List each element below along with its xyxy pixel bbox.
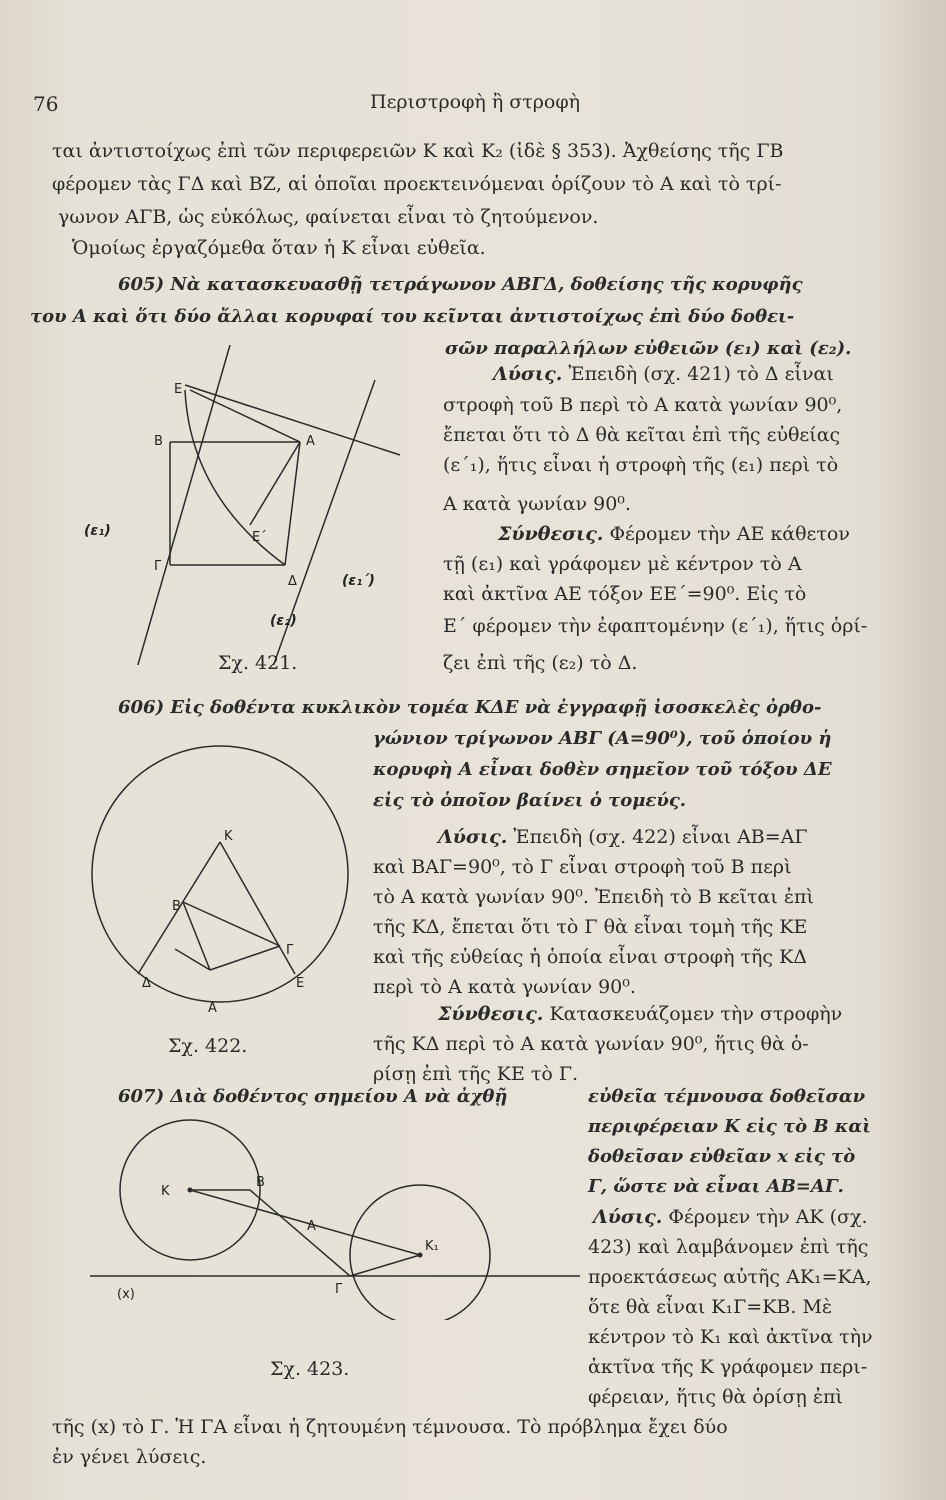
solution-line: Ἐπειδὴ (σχ. 422) εἶναι ΑΒ=ΑΓ <box>513 826 808 848</box>
problem-605-heading: σῶν παραλλήλων εὐθειῶν (ε₁) καὶ (ε₂). <box>445 338 852 359</box>
figure-422 <box>90 742 370 1032</box>
figure-423 <box>85 1110 585 1320</box>
label-K: Κ <box>224 829 233 844</box>
label-E: Ε <box>296 976 305 991</box>
solution-label: Λύσις. <box>493 363 563 385</box>
problem-606-heading: 606) Εἰς δοθέντα κυκλικὸν τομέα ΚΔΕ νὰ ἐγγραφῇ ἰσοσκελὲς ὀρθο- <box>118 697 822 718</box>
label-B: Β <box>154 434 163 449</box>
label-e1-prime: (ε₁΄) <box>342 573 375 589</box>
label-D: Δ <box>142 976 151 991</box>
solution-line: φέρειαν, ἥτις θὰ ὁρίσῃ ἐπὶ <box>588 1386 843 1408</box>
label-B: Β <box>256 1175 265 1190</box>
label-x: (x) <box>117 1287 135 1302</box>
closing-line: ἐν γένει λύσεις. <box>52 1446 207 1468</box>
solution-line: τὸ Α κατὰ γωνίαν 90⁰. Ἐπειδὴ τὸ Β κεῖται ἐπὶ <box>373 886 814 908</box>
label-G: Γ <box>286 943 294 958</box>
problem-605-heading: του Α καὶ ὅτι δύο ἄλλαι κορυφαί του κεῖνται ἀντιστοίχως ἐπὶ δύο δοθει- <box>30 306 795 327</box>
problem-607-heading: εὐθεῖα τέμνουσα δοθεῖσαν <box>588 1086 866 1107</box>
label-A: Α <box>208 1001 217 1016</box>
solution-line: Α κατὰ γωνίαν 90⁰. <box>443 493 631 515</box>
label-e2: (ε₂) <box>270 613 297 629</box>
synthesis-line: ρίσῃ ἐπὶ τῆς ΚΕ τὸ Γ. <box>373 1063 579 1085</box>
synthesis-line: τῆς ΚΔ περὶ τὸ Α κατὰ γωνίαν 90⁰, ἥτις θὰ ὁ- <box>373 1033 809 1055</box>
label-E: Ε <box>174 382 183 397</box>
line-e1-prime <box>185 385 400 455</box>
solution-line: ἔπεται ὅτι τὸ Δ θὰ κεῖται ἐπὶ τῆς εὐθείας <box>443 424 841 446</box>
figure-421 <box>70 345 430 665</box>
label-E-prime: Ε΄ <box>252 530 267 545</box>
label-A: Α <box>306 434 315 449</box>
label-G: Γ <box>335 1282 343 1297</box>
point-K1 <box>418 1253 423 1258</box>
problem-606-heading: εἰς τὸ ὁποῖον βαίνει ὁ τομεύς. <box>373 790 687 811</box>
running-title: Περιστροφὴ ἢ στροφὴ <box>370 91 581 113</box>
closing-line: τῆς (x) τὸ Γ. Ἡ ΓΑ εἶναι ἡ ζητουμένη τέμνουσα. Τὸ πρόβλημα ἔχει δύο <box>52 1416 728 1438</box>
solution-line: περὶ τὸ Α κατὰ γωνίαν 90⁰. <box>373 976 636 998</box>
label-G: Γ <box>154 559 162 574</box>
segment-BG <box>250 1190 350 1276</box>
solution-line: καὶ τῆς εὐθείας ἡ ὁποία εἶναι στροφὴ τῆς ΚΔ <box>373 946 807 968</box>
problem-607-heading: Γ, ὥστε νὰ εἶναι ΑΒ=ΑΓ. <box>588 1176 844 1197</box>
solution-line: κέντρον τὸ Κ₁ καὶ ἀκτῖνα τὴν <box>588 1326 873 1348</box>
label-K1: Κ₁ <box>425 1239 439 1254</box>
segment-AG <box>210 946 280 970</box>
intro-line: γωνον ΑΓΒ, ὡς εὐκόλως, φαίνεται εἶναι τὸ ζητούμενον. <box>58 206 599 228</box>
figure-422-caption: Σχ. 422. <box>168 1035 248 1057</box>
line-e1 <box>135 345 230 665</box>
problem-607-heading: 607) Διὰ δοθέντος σημείου Α νὰ ἀχθῇ <box>118 1086 508 1107</box>
solution-line: ὅτε θὰ εἶναι Κ₁Γ=ΚΒ. Μὲ <box>588 1296 833 1318</box>
solution-line: (ε΄₁), ἥτις εἶναι ἡ στροφὴ τῆς (ε₁) περὶ τὸ <box>443 454 839 476</box>
problem-606-heading: γώνιον τρίγωνον ΑΒΓ (Α=90⁰), τοῦ ὁποίου ἡ <box>373 728 832 749</box>
problem-605-heading: 605) Νὰ κατασκευασθῇ τετράγωνον ΑΒΓΔ, δοθείσης τῆς κορυφῆς <box>118 274 803 295</box>
intro-line: φέρομεν τὰς ΓΔ καὶ ΒΖ, αἱ ὁποῖαι προεκτεινόμεναι ὁρίζουν τὸ Α καὶ τὸ τρί- <box>52 173 782 195</box>
problem-606-heading: κορυφὴ Α εἶναι δοθὲν σημεῖον τοῦ τόξου ΔΕ <box>373 759 832 780</box>
circle-K <box>92 746 348 1002</box>
solution-line: ἀκτῖνα τῆς Κ γράφομεν περι- <box>588 1356 868 1378</box>
synthesis-label: Σύνθεσις. <box>438 1003 544 1025</box>
segment-AD <box>285 442 300 565</box>
solution-line: 423) καὶ λαμβάνομεν ἐπὶ τῆς <box>588 1236 869 1258</box>
figure-423-caption: Σχ. 423. <box>270 1358 350 1380</box>
label-D: Δ <box>288 574 297 589</box>
label-e1: (ε₁) <box>84 523 111 539</box>
label-K: Κ <box>161 1184 170 1199</box>
synthesis-line: ζει ἐπὶ τῆς (ε₂) τὸ Δ. <box>443 652 638 674</box>
label-B: Β <box>172 899 181 914</box>
figure-421-caption: Σχ. 421. <box>218 652 298 674</box>
segment-AE <box>190 390 300 442</box>
solution-label: Λύσις. <box>438 826 508 848</box>
synthesis-line: καὶ ἀκτῖνα ΑΕ τόξον ΕΕ΄=90⁰. Εἰς τὸ <box>443 583 807 605</box>
arc-EE-prime <box>185 390 285 565</box>
solution-label: Λύσις. <box>593 1206 663 1228</box>
solution-line: Ἐπειδὴ (σχ. 421) τὸ Δ εἶναι <box>568 363 834 385</box>
page-number: 76 <box>33 92 59 116</box>
intro-line: ται ἀντιστοίχως ἐπὶ τῶν περιφερειῶν Κ καὶ Κ₂ (ἰδὲ § 353). Ἀχθείσης τῆς ΓΒ <box>52 140 784 162</box>
problem-607-heading: δοθεῖσαν εὐθεῖαν x εἰς τὸ <box>588 1146 856 1167</box>
synthesis-line: τῇ (ε₁) καὶ γράφομεν μὲ κέντρον τὸ Α <box>443 553 802 575</box>
solution-line: στροφὴ τοῦ Β περὶ τὸ Α κατὰ γωνίαν 90⁰, <box>443 394 843 416</box>
label-A: Α <box>307 1219 316 1234</box>
solution-line: τῆς ΚΔ, ἔπεται ὅτι τὸ Γ θὰ εἶναι τομὴ τῆς ΚΕ <box>373 916 808 938</box>
segment-AE-prime <box>250 442 300 525</box>
synthesis-line: Κατασκευάζομεν τὴν στροφὴν <box>549 1003 843 1025</box>
problem-607-heading: περιφέρειαν Κ εἰς τὸ Β καὶ <box>588 1116 871 1137</box>
segment-KK1 <box>190 1190 420 1255</box>
segment-GK1 <box>350 1255 420 1276</box>
synthesis-line: Φέρομεν τὴν ΑΕ κάθετον <box>609 523 850 545</box>
solution-line: καὶ ΒΑΓ=90⁰, τὸ Γ εἶναι στροφὴ τοῦ Β περὶ <box>373 856 792 878</box>
solution-line: προεκτάσεως αὐτῆς ΑΚ₁=ΚΑ, <box>588 1266 872 1288</box>
point-K <box>188 1188 193 1193</box>
synthesis-line: Ε΄ φέρομεν τὴν ἐφαπτομένην (ε΄₁), ἥτις ὁρί- <box>443 615 868 637</box>
solution-line: Φέρομεν τὴν ΑΚ (σχ. <box>668 1206 868 1228</box>
segment-inner <box>175 949 210 970</box>
synthesis-label: Σύνθεσις. <box>498 523 604 545</box>
intro-line: Ὁμοίως ἐργαζόμεθα ὅταν ἡ Κ εἶναι εὐθεῖα. <box>72 237 486 259</box>
